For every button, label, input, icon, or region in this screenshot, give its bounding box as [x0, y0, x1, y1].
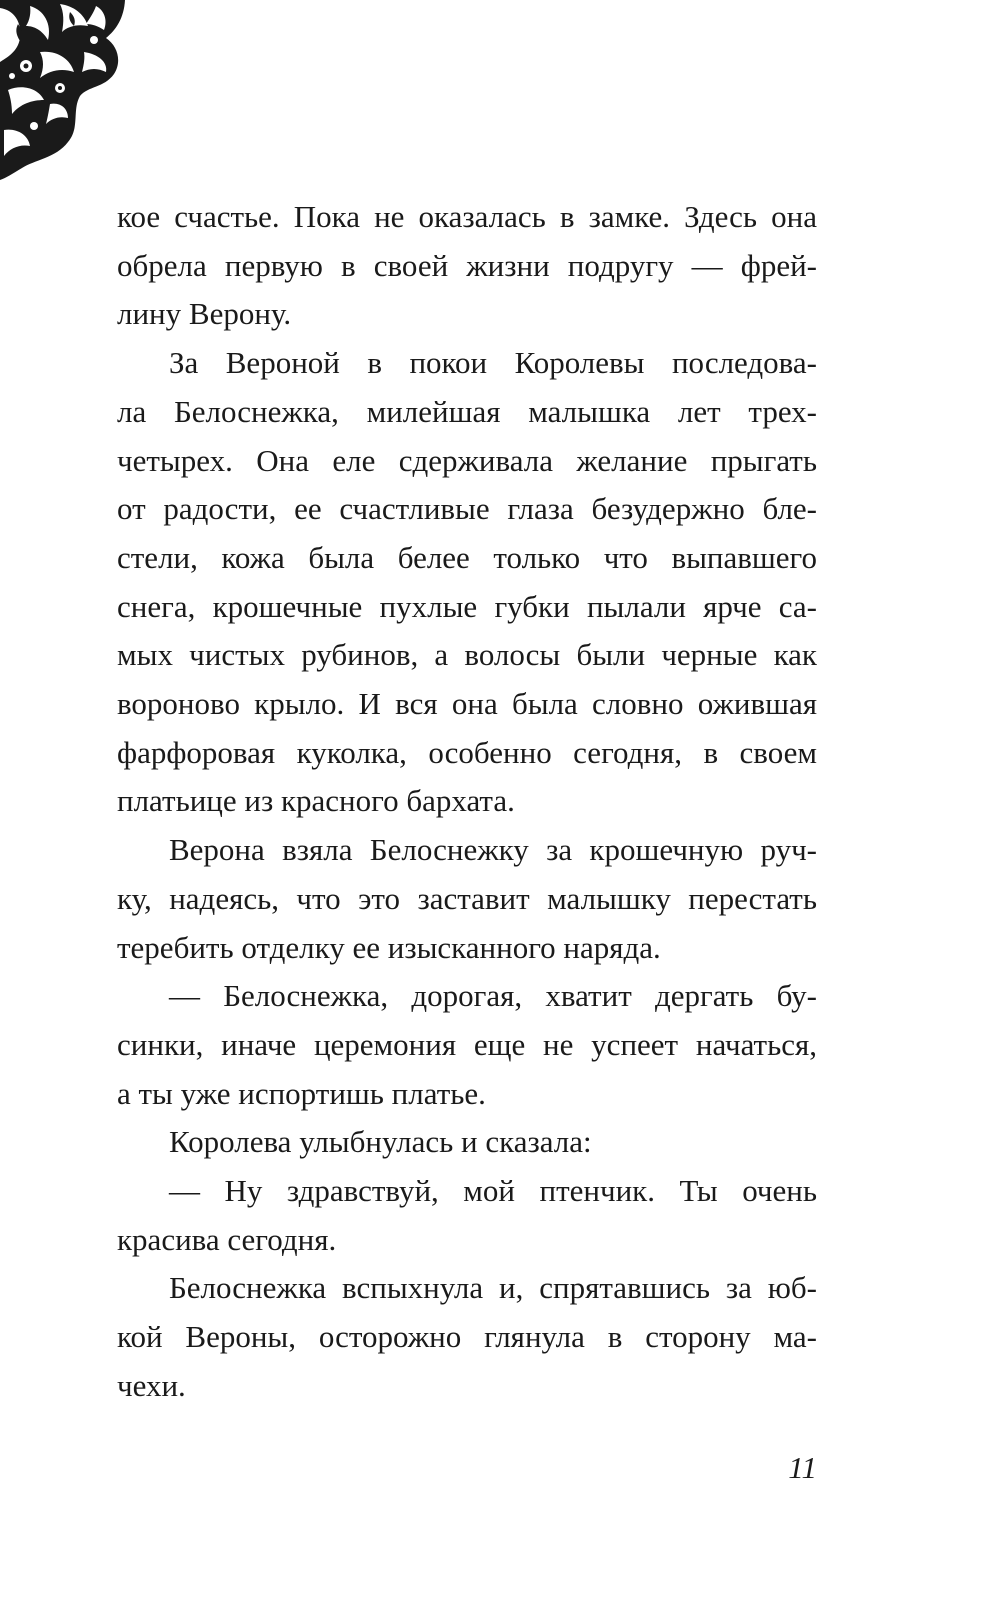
text-line: — Ну здравствуй, мой птенчик. Ты очень — [169, 1173, 817, 1209]
text-line: красива сегодня. — [117, 1221, 337, 1257]
text-line: теребить отделку ее изысканного наряда. — [117, 929, 661, 965]
text-line: четырех. Она еле сдерживала желание прыгать — [117, 442, 817, 478]
text-line: а ты уже испортишь платье. — [117, 1075, 486, 1111]
paragraph — [117, 1118, 817, 1167]
text-line: синки, иначе церемония еще не успеет начаться, — [117, 1026, 817, 1062]
page-number: 11 — [788, 1450, 817, 1485]
text-line: обрела первую в своей жизни подругу — фрей- — [117, 247, 817, 283]
text-line: стели, кожа была белее только что выпавшего — [117, 539, 817, 575]
paragraph — [117, 826, 817, 972]
text-line: Белоснежка вспыхнула и, спрятавшись за юб- — [169, 1270, 817, 1306]
paragraph — [117, 972, 817, 1118]
text-line: от радости, ее счастливые глаза безудержно бле- — [117, 491, 817, 527]
text-line: ку, надеясь, что это заставит малышку перестать — [117, 880, 817, 916]
text-line: фарфоровая куколка, особенно сегодня, в своем — [117, 734, 817, 770]
paragraph — [117, 1264, 817, 1410]
text-line: вороново крыло. И вся она была словно ожившая — [117, 686, 817, 722]
text-line: За Вероной в покои Королевы последова- — [169, 345, 817, 381]
text-line: Королева улыбнулась и сказала: — [169, 1124, 592, 1160]
text-line: кое счастье. Пока не оказалась в замке. Здесь она — [117, 199, 817, 234]
paragraph — [117, 339, 817, 826]
text-line: Верона взяла Белоснежку за крошечную руч- — [169, 832, 817, 868]
text-line: чехи. — [117, 1367, 186, 1403]
text-line: снега, крошечные пухлые губки пылали ярче са- — [117, 588, 817, 624]
text-line: мых чистых рубинов, а волосы были черные как — [117, 637, 817, 673]
text-line: платьице из красного бархата. — [117, 783, 515, 819]
text-line: кой Вероны, осторожно глянула в сторону ма- — [117, 1319, 817, 1355]
text-line: — Белоснежка, дорогая, хватит дергать бу- — [169, 978, 817, 1014]
text-line: лину Верону. — [117, 296, 292, 332]
paragraph — [117, 193, 817, 339]
body-text — [117, 193, 817, 1411]
paragraph — [117, 1167, 817, 1264]
text-line: ла Белоснежка, милейшая малышка лет трех- — [117, 393, 817, 429]
corner-ornament-icon — [0, 0, 125, 180]
